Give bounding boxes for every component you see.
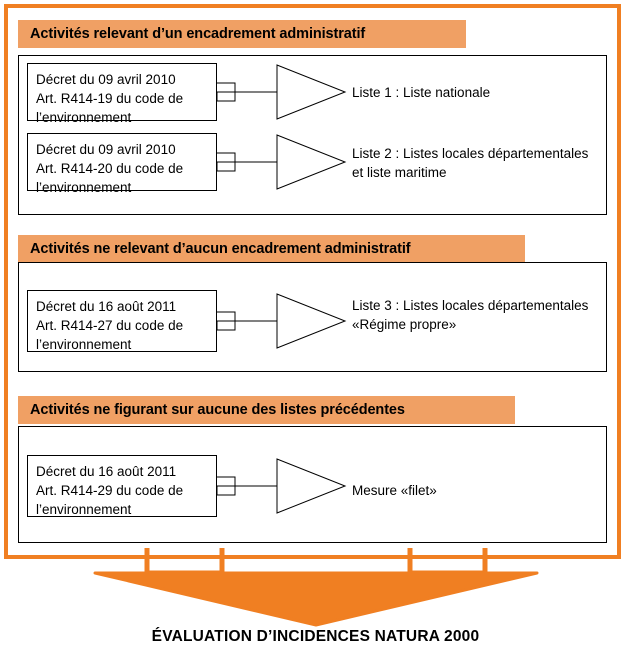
decree-box-3-1 xyxy=(27,455,217,517)
decree-box-1-2-line-3: l’environnement xyxy=(36,180,132,195)
result-text-3-1-line-1: Mesure «filet» xyxy=(352,483,437,498)
decree-box-1-2 xyxy=(27,133,217,195)
result-text-2-1-line-2: «Régime propre» xyxy=(352,317,457,332)
arrow-icon-2-1 xyxy=(217,290,347,352)
result-text-1-2 xyxy=(352,144,607,182)
section-header-3-label: Activités ne figurant sur aucune des listes précédentes xyxy=(30,402,405,418)
section-header-2 xyxy=(18,235,525,263)
decree-box-1-2-line-2: Art. R414-20 du code de xyxy=(36,161,184,176)
decree-box-2-1-line-3: l’environnement xyxy=(36,337,132,352)
bottom-title: ÉVALUATION D’INCIDENCES NATURA 2000 xyxy=(151,628,480,645)
decree-box-3-1-line-1: Décret du 16 août 2011 xyxy=(36,464,177,479)
section-header-2-label: Activités ne relevant d’aucun encadrement administratif xyxy=(30,241,411,257)
arrow-icon-3-1 xyxy=(217,455,347,517)
decree-box-1-1-line-2: Art. R414-19 du code de xyxy=(36,91,184,106)
decree-box-2-1-line-1: Décret du 16 août 2011 xyxy=(36,299,177,314)
section-header-1-label: Activités relevant d’un encadrement administratif xyxy=(30,26,366,42)
section-header-3 xyxy=(18,396,515,424)
result-text-2-1-line-1: Liste 3 : Listes locales départementales xyxy=(352,298,589,313)
arrow-icon-1-1 xyxy=(217,63,347,121)
decree-box-1-1-line-3: l’environnement xyxy=(36,110,132,125)
section-header-1 xyxy=(18,20,466,48)
result-text-3-1 xyxy=(352,481,602,500)
decree-box-3-1-line-3: l’environnement xyxy=(36,502,132,517)
result-text-1-2-line-2: et liste maritime xyxy=(352,165,447,180)
decree-box-1-2-line-1: Décret du 09 avril 2010 xyxy=(36,142,176,157)
decree-box-2-1-line-2: Art. R414-27 du code de xyxy=(36,318,184,333)
decree-box-3-1-line-2: Art. R414-29 du code de xyxy=(36,483,184,498)
result-text-1-1 xyxy=(352,83,602,102)
result-text-2-1 xyxy=(352,296,607,334)
result-text-1-2-line-1: Liste 2 : Listes locales départementales xyxy=(352,146,589,161)
arrow-icon-1-2 xyxy=(217,133,347,191)
decree-box-1-1 xyxy=(27,63,217,125)
result-text-1-1-line-1: Liste 1 : Liste nationale xyxy=(352,85,491,100)
decree-box-2-1 xyxy=(27,290,217,352)
funnel-arrow-icon xyxy=(0,548,631,628)
decree-box-1-1-line-1: Décret du 09 avril 2010 xyxy=(36,72,176,87)
